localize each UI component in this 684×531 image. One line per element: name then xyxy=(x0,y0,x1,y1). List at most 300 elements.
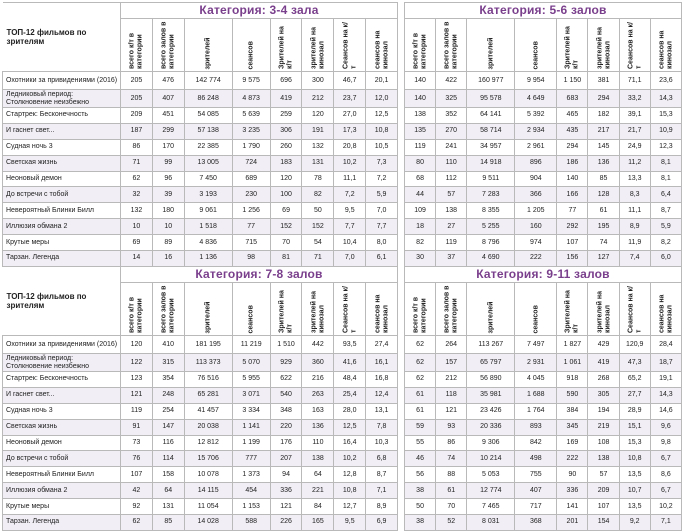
table-cell: 131 xyxy=(302,155,334,171)
table-cell: 219 xyxy=(588,419,619,435)
table-cell: 110 xyxy=(302,435,334,451)
table-cell: 451 xyxy=(152,108,184,124)
table-cell: 113 373 xyxy=(184,354,232,372)
table-row xyxy=(405,372,682,388)
table-cell: 299 xyxy=(152,123,184,139)
table-cell: 81 xyxy=(270,251,302,267)
column-header xyxy=(232,283,270,336)
table-cell: 11,1 xyxy=(334,171,366,187)
table-cell: 442 xyxy=(302,336,334,354)
table-cell: 88 xyxy=(436,467,467,483)
table-cell: 10 xyxy=(152,219,184,235)
table-cell: 7,7 xyxy=(366,219,398,235)
table-cell: 259 xyxy=(270,108,302,124)
table-cell: 89 xyxy=(152,235,184,251)
table-cell: 57 xyxy=(436,187,467,203)
table-row xyxy=(3,72,398,90)
table-cell: 3 193 xyxy=(184,187,232,203)
table-cell: 419 xyxy=(270,90,302,108)
stats-table xyxy=(2,266,398,531)
table-cell: 15,3 xyxy=(650,108,681,124)
table-cell: 8 031 xyxy=(467,515,515,531)
table-cell: 4 690 xyxy=(467,251,515,267)
table-cell: 8,2 xyxy=(650,235,681,251)
table-cell: 11,9 xyxy=(619,235,650,251)
table-cell: 154 xyxy=(588,515,619,531)
table-row xyxy=(3,203,398,219)
table-cell: 94 xyxy=(270,467,302,483)
table-row xyxy=(405,467,682,483)
category-title: Категория: 5-6 залов xyxy=(405,3,682,19)
table-cell: 62 xyxy=(121,171,153,187)
table-cell: 3 235 xyxy=(232,123,270,139)
table-cell: 7,0 xyxy=(366,203,398,219)
table-cell: 62 xyxy=(405,336,436,354)
table-cell: 12,4 xyxy=(366,387,398,403)
table-cell: 14 028 xyxy=(184,515,232,531)
table-cell: 70 xyxy=(436,499,467,515)
table-row xyxy=(405,499,682,515)
table-cell: 14,6 xyxy=(650,403,681,419)
table-panel-9-11 xyxy=(404,266,682,531)
column-header-label: зрителей на кинозал xyxy=(596,27,611,69)
table-cell: 107 xyxy=(557,235,588,251)
table-cell: 73 xyxy=(121,435,153,451)
table-cell: 93 xyxy=(436,419,467,435)
table-cell: 21,7 xyxy=(619,123,650,139)
film-name-cell: И гаснет свет... xyxy=(3,123,121,139)
column-header-label: зрителей xyxy=(487,301,495,333)
table-cell: 465 xyxy=(557,108,588,124)
column-header-label: Зрителей на к/т xyxy=(278,290,294,333)
table-cell: 120 xyxy=(302,108,334,124)
table-cell: 7,2 xyxy=(366,171,398,187)
film-name-cell: Крутые меры xyxy=(3,235,121,251)
table-cell: 352 xyxy=(436,108,467,124)
table-cell: 37 xyxy=(436,251,467,267)
table-cell: 1 518 xyxy=(184,219,232,235)
table-cell: 5 053 xyxy=(467,467,515,483)
stats-table xyxy=(404,266,682,531)
table-cell: 23,6 xyxy=(650,72,681,90)
table-row xyxy=(3,90,398,108)
film-name-cell: Ледниковый период: Столкновение неизбежно xyxy=(3,354,121,372)
column-header-label: Сеансов на к/т xyxy=(342,21,357,69)
table-cell: 11 219 xyxy=(232,336,270,354)
table-cell: 127 xyxy=(588,251,619,267)
table-cell: 107 xyxy=(588,499,619,515)
table-cell: 12,7 xyxy=(334,499,366,515)
table-cell: 92 xyxy=(121,499,153,515)
table-cell: 24,9 xyxy=(619,139,650,155)
table-cell: 186 xyxy=(557,155,588,171)
table-cell: 13,5 xyxy=(619,467,650,483)
table-cell: 61 xyxy=(405,387,436,403)
table-cell: 152 xyxy=(302,219,334,235)
table-cell: 9 511 xyxy=(467,171,515,187)
table-cell: 91 xyxy=(121,419,153,435)
table-cell: 1 153 xyxy=(232,499,270,515)
table-cell: 419 xyxy=(588,354,619,372)
table-cell: 107 xyxy=(121,467,153,483)
table-cell: 918 xyxy=(557,372,588,388)
table-cell: 12,5 xyxy=(334,419,366,435)
table-cell: 54 085 xyxy=(184,108,232,124)
table-cell: 217 xyxy=(588,123,619,139)
table-panel-3-4 xyxy=(2,2,398,267)
table-cell: 170 xyxy=(152,139,184,155)
table-cell: 65 281 xyxy=(184,387,232,403)
table-cell: 11,2 xyxy=(619,155,650,171)
column-header-label: всего к/т в категории xyxy=(412,296,428,333)
row-title: ТОП-12 фильмов по зрителям xyxy=(3,267,121,336)
table-cell: 128 xyxy=(588,187,619,203)
film-name-cell: Светская жизнь xyxy=(3,155,121,171)
table-cell: 99 xyxy=(152,155,184,171)
table-cell: 222 xyxy=(515,251,557,267)
table-cell: 15,3 xyxy=(619,435,650,451)
table-cell: 360 xyxy=(302,354,334,372)
column-header xyxy=(588,19,619,72)
column-header xyxy=(334,19,366,72)
table-cell: 974 xyxy=(515,235,557,251)
table-cell: 16,1 xyxy=(366,354,398,372)
table-cell: 71 xyxy=(302,251,334,267)
table-row xyxy=(3,235,398,251)
film-name-cell: Неоновый демон xyxy=(3,435,121,451)
table-cell: 429 xyxy=(588,336,619,354)
table-cell: 28,0 xyxy=(334,403,366,419)
table-cell: 52 xyxy=(436,515,467,531)
table-cell: 498 xyxy=(515,451,557,467)
table-cell: 10 xyxy=(121,219,153,235)
column-header-label: всего залов в категории xyxy=(160,285,176,333)
table-cell: 209 xyxy=(588,483,619,499)
column-header xyxy=(405,283,436,336)
table-cell: 205 xyxy=(121,90,153,108)
table-cell: 368 xyxy=(515,515,557,531)
table-cell: 110 xyxy=(436,155,467,171)
table-cell: 38 xyxy=(405,483,436,499)
table-cell: 23 426 xyxy=(467,403,515,419)
category-title: Категория: 3-4 зала xyxy=(121,3,398,19)
table-cell: 5 955 xyxy=(232,372,270,388)
table-cell: 1 373 xyxy=(232,467,270,483)
table-row xyxy=(405,251,682,267)
table-cell: 696 xyxy=(270,72,302,90)
table-cell: 336 xyxy=(270,483,302,499)
film-name-cell: Охотники за привидениями (2016) xyxy=(3,336,121,354)
table-cell: 3 071 xyxy=(232,387,270,403)
film-name-cell: Тарзан. Легенда xyxy=(3,251,121,267)
table-cell: 8,1 xyxy=(650,171,681,187)
table-cell: 384 xyxy=(557,403,588,419)
table-cell: 147 xyxy=(152,419,184,435)
table-cell: 152 xyxy=(270,219,302,235)
stats-table xyxy=(404,2,682,267)
table-cell: 4 649 xyxy=(515,90,557,108)
table-cell: 8,3 xyxy=(619,187,650,203)
table-cell: 64 141 xyxy=(467,108,515,124)
table-cell: 294 xyxy=(588,90,619,108)
table-row xyxy=(405,403,682,419)
table-cell: 220 xyxy=(270,419,302,435)
table-cell: 11,1 xyxy=(619,203,650,219)
table-cell: 540 xyxy=(270,387,302,403)
column-header xyxy=(467,19,515,72)
table-cell: 15 706 xyxy=(184,451,232,467)
table-row xyxy=(3,372,398,388)
table-cell: 46 xyxy=(405,451,436,467)
table-cell: 32 xyxy=(121,187,153,203)
table-cell: 260 xyxy=(270,139,302,155)
table-cell: 28,4 xyxy=(650,336,681,354)
table-cell: 7,1 xyxy=(650,515,681,531)
table-row xyxy=(3,123,398,139)
table-cell: 42 xyxy=(121,483,153,499)
table-cell: 181 195 xyxy=(184,336,232,354)
table-row xyxy=(3,171,398,187)
table-cell: 1 790 xyxy=(232,139,270,155)
table-cell: 12,0 xyxy=(366,90,398,108)
table-cell: 80 xyxy=(405,155,436,171)
column-header xyxy=(619,19,650,72)
film-name-cell: Судная ночь 3 xyxy=(3,139,121,155)
table-cell: 381 xyxy=(588,72,619,90)
table-cell: 1 827 xyxy=(557,336,588,354)
table-cell: 85 xyxy=(588,171,619,187)
table-cell: 55 xyxy=(405,435,436,451)
column-header-label: сеансов xyxy=(247,304,255,333)
column-header-label: Зрителей на к/т xyxy=(278,26,294,69)
table-cell: 78 xyxy=(302,171,334,187)
table-cell: 65,2 xyxy=(619,372,650,388)
table-row xyxy=(3,483,398,499)
table-cell: 142 774 xyxy=(184,72,232,90)
table-cell: 20 336 xyxy=(467,419,515,435)
table-cell: 121 xyxy=(436,403,467,419)
table-cell: 7,3 xyxy=(366,155,398,171)
table-cell: 777 xyxy=(232,451,270,467)
column-header xyxy=(650,19,681,72)
table-row xyxy=(405,435,682,451)
table-cell: 6,8 xyxy=(366,451,398,467)
table-cell: 64 xyxy=(302,467,334,483)
table-cell: 325 xyxy=(436,90,467,108)
table-cell: 212 xyxy=(436,372,467,388)
table-cell: 348 xyxy=(270,403,302,419)
table-cell: 48,4 xyxy=(334,372,366,388)
table-cell: 140 xyxy=(557,171,588,187)
table-cell: 23,7 xyxy=(334,90,366,108)
table-cell: 68 xyxy=(405,171,436,187)
table-cell: 354 xyxy=(152,372,184,388)
table-row xyxy=(3,219,398,235)
table-cell: 6,0 xyxy=(650,251,681,267)
column-header xyxy=(184,283,232,336)
table-cell: 160 xyxy=(515,219,557,235)
table-cell: 8,7 xyxy=(366,467,398,483)
table-cell: 724 xyxy=(232,155,270,171)
table-cell: 8,1 xyxy=(650,155,681,171)
table-cell: 10 214 xyxy=(467,451,515,467)
table-cell: 454 xyxy=(232,483,270,499)
table-row xyxy=(3,387,398,403)
column-header xyxy=(121,19,153,72)
table-cell: 10,2 xyxy=(334,451,366,467)
table-cell: 74 xyxy=(436,451,467,467)
table-cell: 136 xyxy=(302,419,334,435)
column-header xyxy=(152,283,184,336)
row-title: ТОП-12 фильмов по зрителям xyxy=(3,3,121,72)
table-cell: 14,3 xyxy=(650,90,681,108)
table-cell: 4 045 xyxy=(515,372,557,388)
table-cell: 306 xyxy=(270,123,302,139)
table-cell: 112 xyxy=(436,171,467,187)
table-cell: 165 xyxy=(302,515,334,531)
table-cell: 93,5 xyxy=(334,336,366,354)
film-name-cell: Крутые меры xyxy=(3,499,121,515)
table-cell: 141 xyxy=(557,499,588,515)
column-header-label: зрителей xyxy=(204,301,212,333)
table-cell: 27,0 xyxy=(334,108,366,124)
table-cell: 7,8 xyxy=(366,419,398,435)
column-header xyxy=(436,283,467,336)
table-cell: 13,5 xyxy=(619,499,650,515)
table-row xyxy=(3,139,398,155)
table-cell: 100 xyxy=(270,187,302,203)
table-cell: 268 xyxy=(588,372,619,388)
table-cell: 121 xyxy=(121,387,153,403)
table-cell: 76 xyxy=(121,451,153,467)
table-cell: 61 xyxy=(588,203,619,219)
table-cell: 119 xyxy=(405,139,436,155)
column-header-label: всего залов в категории xyxy=(443,21,459,69)
column-header xyxy=(619,283,650,336)
table-cell: 18 xyxy=(405,219,436,235)
table-cell: 140 xyxy=(405,72,436,90)
table-row xyxy=(3,467,398,483)
table-cell: 10,8 xyxy=(366,123,398,139)
table-cell: 120,9 xyxy=(619,336,650,354)
table-cell: 27,4 xyxy=(366,336,398,354)
table-cell: 1 141 xyxy=(232,419,270,435)
table-cell: 6,1 xyxy=(366,251,398,267)
film-name-cell: Иллюзия обмана 2 xyxy=(3,219,121,235)
table-cell: 2 961 xyxy=(515,139,557,155)
table-cell: 9 575 xyxy=(232,72,270,90)
column-header-label: всего к/т в категории xyxy=(412,32,428,69)
column-header-label: Сеансов на к/т xyxy=(627,21,642,69)
table-row xyxy=(405,515,682,531)
table-cell: 56 xyxy=(405,467,436,483)
table-cell: 62 xyxy=(405,354,436,372)
table-cell: 20 038 xyxy=(184,419,232,435)
table-cell: 14 xyxy=(121,251,153,267)
table-cell: 241 xyxy=(436,139,467,155)
column-header xyxy=(515,19,557,72)
table-cell: 19,1 xyxy=(650,372,681,388)
table-cell: 76 516 xyxy=(184,372,232,388)
film-name-cell: До встречи с тобой xyxy=(3,451,121,467)
table-cell: 407 xyxy=(152,90,184,108)
table-cell: 30 xyxy=(405,251,436,267)
table-cell: 6,7 xyxy=(650,483,681,499)
table-cell: 158 xyxy=(152,467,184,483)
table-cell: 5 392 xyxy=(515,108,557,124)
table-cell: 410 xyxy=(152,336,184,354)
table-row xyxy=(3,515,398,531)
table-cell: 62 xyxy=(121,515,153,531)
table-cell: 22 385 xyxy=(184,139,232,155)
table-cell: 16 xyxy=(152,251,184,267)
table-cell: 69 xyxy=(270,203,302,219)
table-cell: 57 138 xyxy=(184,123,232,139)
table-cell: 12,8 xyxy=(334,467,366,483)
table-cell: 435 xyxy=(557,123,588,139)
table-row xyxy=(405,187,682,203)
table-cell: 3 334 xyxy=(232,403,270,419)
table-cell: 38 xyxy=(405,515,436,531)
column-header xyxy=(302,19,334,72)
table-cell: 182 xyxy=(588,108,619,124)
table-row xyxy=(405,123,682,139)
table-cell: 216 xyxy=(302,372,334,388)
table-cell: 47,3 xyxy=(619,354,650,372)
table-cell: 7,7 xyxy=(334,219,366,235)
table-cell: 4 873 xyxy=(232,90,270,108)
table-cell: 8,9 xyxy=(619,219,650,235)
column-header-label: сеансов xyxy=(247,40,255,69)
table-cell: 28,9 xyxy=(619,403,650,419)
table-cell: 138 xyxy=(588,451,619,467)
table-cell: 71,1 xyxy=(619,72,650,90)
table-cell: 7,2 xyxy=(334,187,366,203)
table-cell: 34 957 xyxy=(467,139,515,155)
table-cell: 1 061 xyxy=(557,354,588,372)
table-cell: 86 xyxy=(121,139,153,155)
table-row xyxy=(3,155,398,171)
table-row xyxy=(405,235,682,251)
table-cell: 1 764 xyxy=(515,403,557,419)
table-cell: 1 136 xyxy=(184,251,232,267)
table-cell: 12,5 xyxy=(366,108,398,124)
table-cell: 263 xyxy=(302,387,334,403)
column-header xyxy=(588,283,619,336)
table-cell: 212 xyxy=(302,90,334,108)
table-cell: 33,2 xyxy=(619,90,650,108)
table-cell: 138 xyxy=(302,451,334,467)
column-header xyxy=(405,19,436,72)
table-cell: 366 xyxy=(515,187,557,203)
column-header-label: зрителей xyxy=(204,37,212,69)
table-cell: 205 xyxy=(121,72,153,90)
table-cell: 58 714 xyxy=(467,123,515,139)
table-row xyxy=(405,387,682,403)
table-cell: 15,1 xyxy=(619,419,650,435)
table-cell: 14,3 xyxy=(650,387,681,403)
column-header-label: Зрителей на к/т xyxy=(564,290,580,333)
film-name-cell: Охотники за привидениями (2016) xyxy=(3,72,121,90)
table-cell: 842 xyxy=(515,435,557,451)
table-row xyxy=(405,72,682,90)
table-cell: 82 xyxy=(302,187,334,203)
table-row xyxy=(405,451,682,467)
table-row xyxy=(405,139,682,155)
table-cell: 135 xyxy=(405,123,436,139)
column-header xyxy=(557,283,588,336)
table-cell: 10,9 xyxy=(650,123,681,139)
